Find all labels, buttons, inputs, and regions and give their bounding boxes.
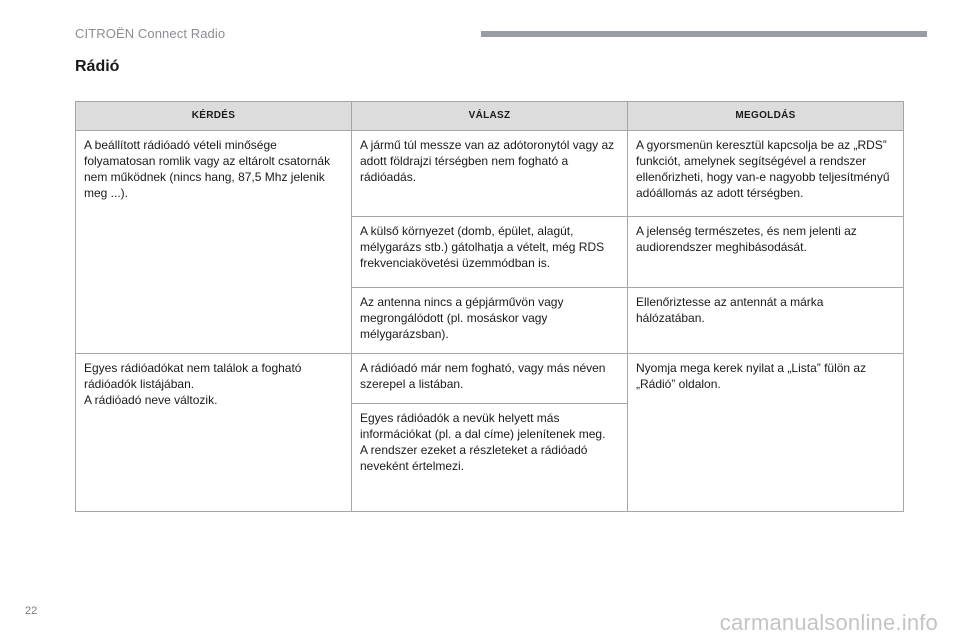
answer-cell: Egyes rádióadók a nevük helyett más információkat (pl. a dal címe) jelenítenek meg. A rendszer ezeket a részleteket a rádióadó neveként értelmezi. <box>352 404 628 512</box>
solution-cell: Ellenőriztesse az antennát a márka hálózatában. <box>628 288 904 354</box>
watermark: carmanualsonline.info <box>719 610 938 635</box>
table-row <box>76 131 904 217</box>
section-title: Rádió <box>75 58 120 75</box>
answer-cell: Az antenna nincs a gépjárművön vagy megrongálódott (pl. mosáskor vagy mélygarázsban). <box>352 288 628 354</box>
troubleshooting-table <box>75 101 904 512</box>
column-header-question: KÉRDÉS <box>76 102 352 131</box>
question-cell: A beállított rádióadó vételi minősége folyamatosan romlik vagy az eltárolt csatornák nem működnek (nincs hang, 87,5 Mhz jelenik meg ...). <box>76 131 352 354</box>
answer-cell: A külső környezet (domb, épület, alagút, mélygarázs stb.) gátolhatja a vételt, még RDS frekvenciakövetési üzemmódban is. <box>352 217 628 288</box>
answer-cell: A jármű túl messze van az adótoronytól vagy az adott földrajzi térségben nem fogható a rádióadás. <box>352 131 628 217</box>
column-header-solution: MEGOLDÁS <box>628 102 904 131</box>
header-title: CITROËN Connect Radio <box>75 26 226 41</box>
solution-cell: Nyomja mega kerek nyilat a „Lista” fülön az „Rádió” oldalon. <box>628 354 904 512</box>
question-cell: Egyes rádióadókat nem találok a fogható rádióadók listájában. A rádióadó neve változik. <box>76 354 352 512</box>
header-bar <box>481 31 927 37</box>
page-number: 22 <box>25 605 38 617</box>
solution-cell: A gyorsmenün keresztül kapcsolja be az „RDS” funkciót, amelynek segítségével a rendszer ellenőrizheti, hogy van-e nagyobb teljesítményű adóállomás az adott térségben. <box>628 131 904 217</box>
table-header-row <box>76 102 904 131</box>
table-row <box>76 354 904 404</box>
solution-cell: A jelenség természetes, és nem jelenti az audiorendszer meghibásodását. <box>628 217 904 288</box>
answer-cell: A rádióadó már nem fogható, vagy más néven szerepel a listában. <box>352 354 628 404</box>
column-header-answer: VÁLASZ <box>352 102 628 131</box>
